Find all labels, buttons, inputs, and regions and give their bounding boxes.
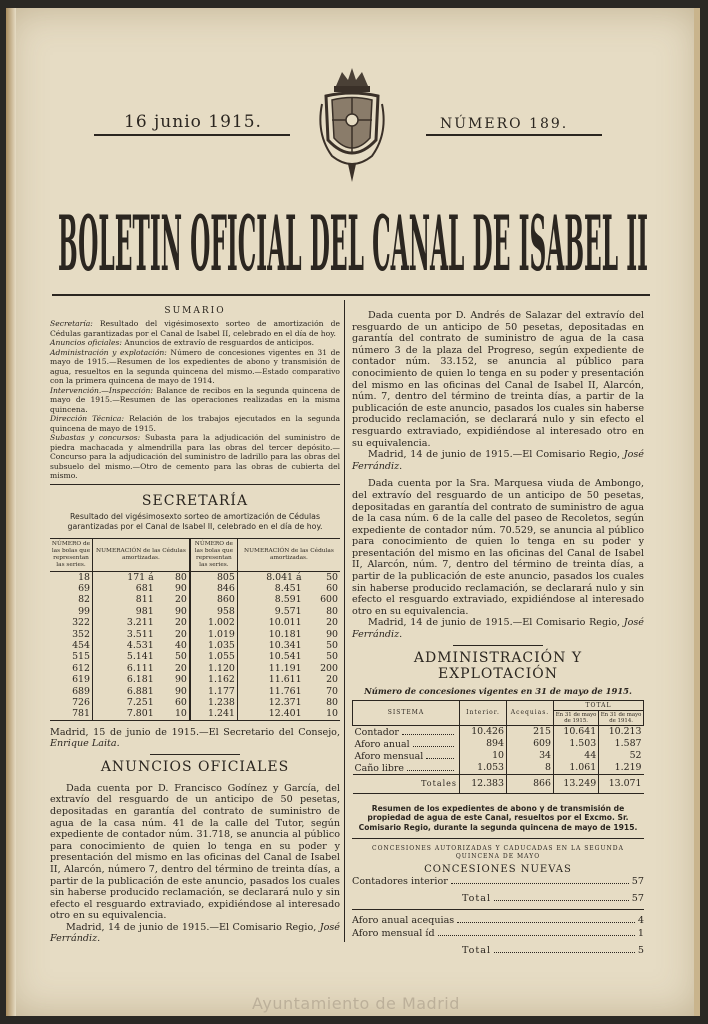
anuncio-2-sig-text: Madrid, 14 de junio de 1915.—El Comisario Regio, [368, 449, 621, 461]
sumario-item-1: Resultado del vigésimosexto sorteo de amortización de Cédulas garantizadas por el Canal de Isabel II, celebrado en el día de hoy. [50, 319, 340, 338]
table-cell: 70 [326, 685, 338, 697]
header-rule-right [426, 134, 602, 136]
sistema-cell [353, 750, 460, 762]
table-row [50, 594, 340, 605]
table-cell: 11.761 [268, 685, 302, 697]
sistema-cell [353, 725, 460, 738]
table-cell: 1.241 [190, 708, 238, 720]
newspaper-page [6, 8, 700, 1016]
table-cell: 600 [320, 594, 338, 606]
totals-value: 866 [507, 774, 554, 793]
col-header-acequias: Acequias. [507, 700, 554, 725]
total-1-label: Total [462, 893, 492, 905]
sumario-label-6: Subastas y concursos: [50, 433, 141, 442]
value-cell: 1.219 [599, 762, 644, 775]
table-cell: 7.801 [126, 708, 154, 720]
secretaria-signer: Enrique Laita. [50, 738, 120, 750]
table-cell: 20 [156, 594, 190, 605]
table-cell: 20 [156, 663, 190, 674]
totals-row [353, 774, 644, 793]
table-row [353, 750, 644, 762]
col-header-series-1: NÚMERO de las bolas que representan las series. [50, 538, 93, 571]
table-cell: 10.341 [268, 640, 302, 652]
table-cell: 99 [50, 606, 93, 617]
total-row-2 [352, 944, 644, 957]
table-cell: 1.162 [190, 674, 238, 685]
table-cell: 80 [326, 605, 338, 617]
value-cell: 44 [554, 750, 599, 762]
table-cell: 981 [135, 605, 154, 617]
table-cell: 6.181 [126, 674, 154, 686]
value-cell: 34 [507, 750, 554, 762]
totals-value: 13.071 [599, 774, 644, 793]
table-cell: 3.511 [126, 628, 154, 640]
sumario-item-4: Balance de recibos en la segunda quincena de mayo de 1915.—Resumen de las operaciones realizadas en la misma quincena. [50, 385, 340, 414]
table-cell: 50 [326, 571, 338, 583]
list-item-value: 4 [637, 915, 644, 927]
value-cell: 1.053 [460, 762, 507, 775]
sorteo-table [50, 538, 340, 721]
sistema-label: Contador [354, 726, 399, 738]
page-spine [6, 8, 16, 1016]
col-header-series-2: NÚMERO de las bolas que representan las series. [190, 538, 238, 571]
table-cell: 82 [50, 594, 93, 605]
table-cell: 805 [190, 571, 238, 583]
table-cell: 515 [50, 651, 93, 662]
value-cell: 52 [599, 750, 644, 762]
col-header-total: TOTAL [554, 700, 644, 710]
table-cell: 1.120 [190, 663, 238, 674]
anuncio-2: Dada cuenta por D. Andrés de Salazar del extravío del resguardo de un anticipo de 50 pesetas, depositadas en garantía del contrato de suministro de agua de la casa número 3 de la plaza del Progreso, según expediente de contador núm. 33.152, se anuncia al público para conocimiento de quien lo tenga en su poder y presentación del mismo en las oficinas del Canal de Isabel II, Alarcón, núm. 7, dentro del término de treinta días, a partir de la publicación de este anuncio, pasados los cuales sin haberse producido reclamación, se declarará nulo y sin efecto el resguardo extraviado, expidiéndose al interesado otro en su equivalencia. [352, 310, 644, 449]
list-item-label: Contadores interior [352, 876, 448, 888]
table-row [50, 685, 340, 696]
table-cell: 10.181 [268, 628, 302, 640]
sumario-item-3: Número de concesiones vigentes en 31 de mayo de 1915.—Resumen de los expedientes de abono y transmisión de agua, resueltos en la segunda quincena del mismo.—Estado comparativo con la primera quincena de mayo de 1914. [50, 347, 340, 385]
table-cell: 60 [326, 583, 338, 595]
value-cell: 609 [507, 738, 554, 750]
value-cell: 894 [460, 738, 507, 750]
table-cell: 12.371 [268, 696, 302, 708]
anuncio-1-sig-text: Madrid, 14 de junio de 1915.—El Comisario Regio, [66, 921, 317, 933]
sumario-label-4: Intervención.—Inspección: [50, 385, 153, 395]
table-cell: 11.191 [268, 662, 302, 674]
table-cell: 9.571 [274, 605, 302, 617]
table-cell: 352 [50, 628, 93, 639]
sumario-label-1: Secretaría: [50, 319, 93, 328]
table-row [50, 628, 340, 639]
table-cell: 1.238 [190, 697, 238, 708]
secretaria-heading: SECRETARÍA [141, 492, 249, 509]
sumario-label-5: Dirección Técnica: [50, 414, 125, 423]
table-cell: 40 [156, 640, 190, 651]
list-item [352, 927, 644, 940]
watermark: Ayuntamiento de Madrid [252, 994, 460, 1013]
list-item-label: Aforo mensual íd [352, 928, 435, 940]
list-item [352, 914, 644, 927]
table-cell: 1.035 [190, 640, 238, 651]
table-cell: 8.451 [274, 583, 302, 595]
table-cell: 681 [135, 583, 154, 595]
table-cell: 3.211 [126, 617, 154, 629]
concesiones-caption: CONCESIONES AUTORIZADAS Y CADUCADAS EN LA SEGUNDA QUINCENA DE MAYO [372, 845, 624, 861]
table-cell: 20 [326, 617, 338, 629]
newspaper-title [42, 198, 664, 288]
table-row [50, 617, 340, 628]
table-cell: 69 [50, 583, 93, 594]
value-cell: 10.641 [554, 725, 599, 738]
total-1-value: 57 [631, 893, 644, 905]
table-row [50, 708, 340, 720]
table-row [50, 674, 340, 685]
royal-crest-icon [312, 64, 392, 192]
sumario-item-6: Subasta para la adjudicación del suministro de piedra machacada y almendrilla para las obras del tercer depósito.—Concurso para la adjudicación del suministro de ladrillo para las obras del subsuelo del mismo.—Otro de cemento para las obras de cubierta del mismo. [50, 433, 340, 480]
anuncio-3-sig-text: Madrid, 14 de junio de 1915.—El Comisario Regio, [368, 617, 621, 629]
table-row [353, 725, 644, 738]
value-cell: 10 [460, 750, 507, 762]
resumen-heading: Resumen de los expedientes de abono y de transmisión de propiedad de agua de este Canal, resueltos por el Excmo. Sr. Comisario Regio, durante la segunda quincena de mayo de 1915. [358, 803, 638, 832]
table-cell: 90 [156, 685, 190, 696]
value-cell: 1.587 [599, 738, 644, 750]
col-header-1915: En 31 de mayo de 1915. [554, 710, 599, 725]
table-cell: 200 [320, 662, 338, 674]
col-header-1914: En 31 de mayo de 1914. [599, 710, 644, 725]
anuncio-1-signer: José Ferrándiz. [50, 921, 340, 945]
admin-heading: ADMINISTRACIÓN Y EXPLOTACIÓN [413, 649, 583, 682]
table-cell: 689 [50, 685, 93, 696]
sumario-label-2: Anuncios oficiales: [50, 338, 122, 347]
anuncio-3: Dada cuenta por la Sra. Marquesa viuda de Ambongo, del extravío del resguardo de un anticipo de 50 pesetas, depositadas en garantía del contrato de suministro de agua de la casa núm. 6 de la calle del paseo de Recoletos, según expediente de contador núm. 70.529, se anuncia al público para conocimiento de quien lo tenga en su poder y presentación del mismo en las oficinas del Canal de Isabel II, Alarcón, núm. 7, dentro del término de treinta días, a partir de la publicación de este anuncio, pasados los cuales sin haberse producido reclamación, se declarará nulo y sin efecto el resguardo extraviado, expidiéndose al interesado otro en su equivalencia. [352, 478, 644, 617]
table-cell: 322 [50, 617, 93, 628]
anuncio-1: Dada cuenta por D. Francisco Godínez y García, del extravío del resguardo de un anticipo de 50 pesetas, depositadas en garantía del contrato de suministro de agua de la casa núm. 41 de la calle del Tutor, según expediente de contador núm. 31.718, se anuncia al público para conocimiento de quien lo tenga en su poder y presentación del mismo en las oficinas del Canal de Isabel II, Alarcón, número 7, dentro del término de treinta días, a partir de la publicación de este anuncio, pasados los cuales sin haberse producido reclamación, se declarará nulo y sin efecto el resguardo extraviado, expidiéndose al interesado otro en su equivalencia. [50, 782, 340, 922]
sumario-label-3: Administración y explotación: [50, 347, 167, 357]
table-cell: 20 [156, 628, 190, 639]
issue-number: NÚMERO 189. [440, 116, 569, 132]
table-cell: 619 [50, 674, 93, 685]
table-cell: 80 [326, 696, 338, 708]
table-cell: 7.251 [126, 696, 154, 708]
col-header-cedulas-1: NUMERACIÓN de las Cédulas amortizadas. [93, 538, 190, 571]
value-cell: 1.061 [554, 762, 599, 775]
table-cell: 11.611 [268, 674, 302, 686]
col-header-cedulas-2: NUMERACIÓN de las Cédulas amortizadas. [237, 538, 340, 571]
table-cell: 454 [50, 640, 93, 651]
table-row [50, 697, 340, 708]
table-cell: 8.041 á [266, 571, 302, 583]
table-row [50, 606, 340, 617]
page-edge [694, 8, 700, 1016]
table-cell: 20 [326, 674, 338, 686]
table-cell: 10 [326, 708, 338, 720]
table-cell: 10.011 [268, 617, 302, 629]
secretaria-sig-text: Madrid, 15 de junio de 1915.—El Secretario del Consejo, [50, 726, 340, 738]
secretaria-subtitle: Resultado del vigésimosexto sorteo de amortización de Cédulas garantizadas por el Canal de Isabel II, celebrado en el día de hoy. [67, 511, 323, 531]
table-cell: 1.177 [190, 685, 238, 696]
table-cell: 50 [156, 651, 190, 662]
table-cell: 781 [50, 708, 93, 720]
issue-date: 16 junio 1915. [124, 112, 262, 132]
totals-value: 12.383 [460, 774, 507, 793]
table-cell: 612 [50, 663, 93, 674]
table-cell: 90 [326, 628, 338, 640]
table-cell: 171 á [127, 571, 154, 583]
value-cell: 1.503 [554, 738, 599, 750]
caducadas-list [352, 914, 644, 940]
table-cell: 8.591 [274, 594, 302, 606]
table-cell: 60 [156, 697, 190, 708]
table-cell: 860 [190, 594, 238, 605]
value-cell: 10.426 [460, 725, 507, 738]
sumario-heading: SUMARIO [164, 306, 226, 316]
title-rule [52, 294, 650, 296]
admin-subtitle: Número de concesiones vigentes en 31 de mayo de 1915. [364, 685, 632, 696]
sistema-label: Caño libre [354, 762, 404, 774]
anuncio-1-signature [50, 922, 340, 945]
list-item-value: 57 [631, 876, 644, 888]
table-cell: 958 [190, 606, 238, 617]
table-cell: 1.019 [190, 628, 238, 639]
sistema-label: Aforo anual [354, 738, 410, 750]
table-row [50, 663, 340, 674]
table-cell: 726 [50, 697, 93, 708]
anuncio-2-signer: José Ferrándiz. [352, 449, 644, 472]
table-cell: 80 [156, 571, 190, 583]
concesiones-table [352, 700, 644, 794]
list-item [352, 875, 644, 888]
left-column [50, 306, 340, 945]
right-column [352, 310, 644, 957]
totals-label: Totales [353, 774, 460, 793]
totals-value: 13.249 [554, 774, 599, 793]
table-row [50, 651, 340, 662]
table-cell: 50 [326, 651, 338, 663]
anuncio-3-signer: José Ferrándiz. [352, 617, 644, 641]
table-cell: 5.141 [126, 651, 154, 663]
table-cell: 90 [156, 606, 190, 617]
table-cell: 90 [156, 583, 190, 594]
table-cell: 6.881 [126, 685, 154, 697]
sumario-item-5: Relación de los trabajos ejecutados en la segunda quincena de mayo de 1915. [50, 414, 340, 433]
total-2-label: Total [462, 945, 492, 957]
table-row [50, 640, 340, 651]
table-cell: 10.541 [268, 651, 302, 663]
table-cell: 10 [156, 708, 190, 720]
table-row [50, 571, 340, 583]
sistema-label: Aforo mensual [354, 750, 424, 762]
table-cell: 50 [326, 640, 338, 652]
total-2-value: 5 [637, 945, 644, 957]
value-cell: 215 [507, 725, 554, 738]
col-header-sistema: SISTEMA [353, 700, 460, 725]
table-cell: 4.531 [126, 640, 154, 652]
value-cell: 10.213 [599, 725, 644, 738]
value-cell: 8 [507, 762, 554, 775]
table-cell: 90 [156, 674, 190, 685]
table-cell: 20 [156, 617, 190, 628]
total-row-1 [352, 892, 644, 905]
sumario-item-2: Anuncios de extravío de resguardos de anticipos. [124, 338, 315, 347]
table-row [353, 738, 644, 750]
sistema-cell [353, 738, 460, 750]
nuevas-list [352, 875, 644, 888]
anuncio-2-signature [352, 449, 644, 472]
header-rule-left [94, 134, 290, 136]
anuncios-heading: ANUNCIOS OFICIALES [100, 758, 290, 775]
table-cell: 1.055 [190, 651, 238, 662]
table-cell: 846 [190, 583, 238, 594]
secretaria-signature [50, 727, 340, 750]
sistema-cell [353, 762, 460, 775]
col-header-interior: Interior. [460, 700, 507, 725]
title-text: BOLETIN OFICIAL DEL CANAL DE ISABEL II [58, 199, 648, 288]
column-divider [344, 300, 345, 942]
table-row [353, 762, 644, 775]
list-item-label: Aforo anual acequias [352, 915, 455, 927]
table-row [50, 583, 340, 594]
table-cell: 6.111 [126, 662, 154, 674]
table-cell: 1.002 [190, 617, 238, 628]
concesiones-nuevas-heading: CONCESIONES NUEVAS [424, 864, 572, 876]
anuncio-3-signature [352, 617, 644, 640]
sumario-list [50, 319, 340, 481]
table-cell: 18 [50, 571, 93, 583]
list-item-value: 1 [637, 928, 644, 940]
table-cell: 12.401 [268, 708, 302, 720]
table-cell: 811 [135, 594, 154, 606]
